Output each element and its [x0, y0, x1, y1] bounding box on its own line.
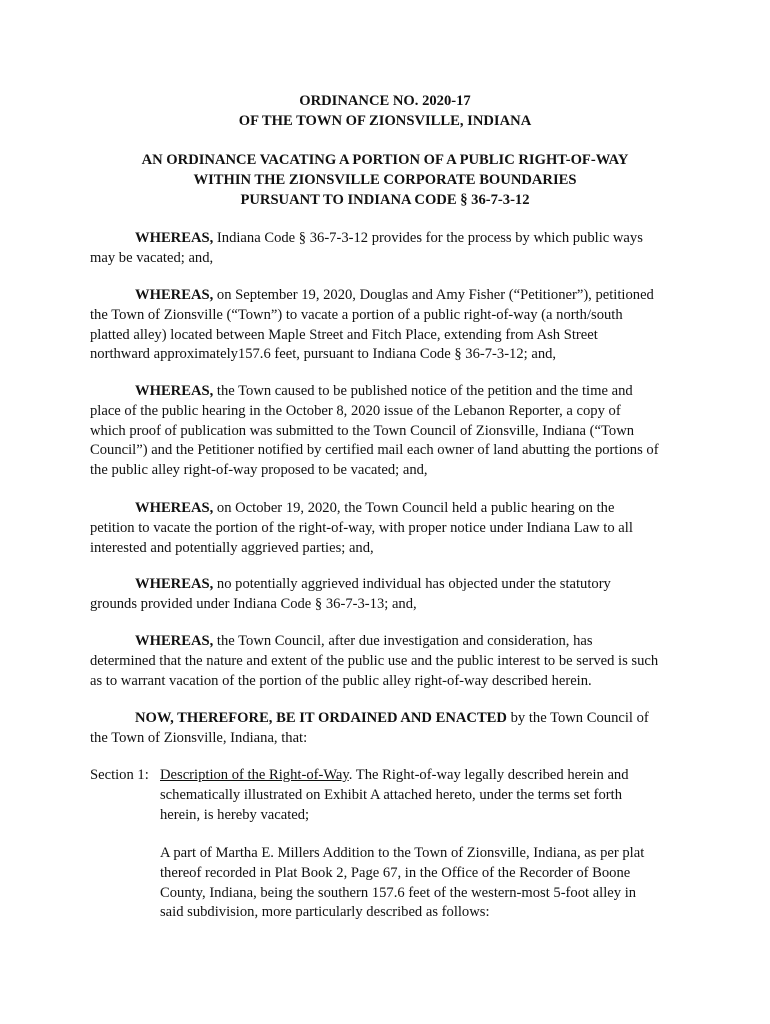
- title-line-2: WITHIN THE ZIONSVILLE CORPORATE BOUNDARIES: [193, 171, 577, 188]
- section-1-body: [160, 766, 685, 825]
- clause-line: no potentially aggrieved individual has objected under the statutory: [216, 576, 611, 592]
- whereas-clause-5: [90, 575, 685, 615]
- ordinance-header: [0, 92, 770, 132]
- enacting-lead: NOW, THEREFORE, BE IT ORDAINED AND ENACTED: [135, 710, 507, 726]
- whereas-clause-3: [90, 382, 685, 481]
- description-line: A part of Martha E. Millers Addition to the Town of Zionsville, Indiana, as per plat: [160, 845, 645, 861]
- clause-line: northward approximately157.6 feet, pursuant to Indiana Code § 36-7-3-12; and,: [90, 346, 557, 363]
- clause-line: schematically illustrated on Exhibit A attached hereto, under the terms set forth: [160, 786, 622, 803]
- whereas-lead: WHEREAS,: [135, 633, 214, 649]
- clause-line: which proof of publication was submitted to the Town Council of Zionsville, Indiana (“Town: [90, 422, 635, 439]
- enacting-clause: [90, 709, 685, 749]
- ordinance-title: [0, 151, 770, 210]
- ordinance-number: ORDINANCE NO. 2020-17: [299, 93, 471, 109]
- clause-line: Council”) and the Petitioner notified by certified mail each owner of land abutting the portions of: [90, 442, 659, 459]
- clause-line: the Town of Zionsville, Indiana, that:: [90, 729, 308, 746]
- clause-line: the Town of Zionsville (“Town”) to vacate a portion of a public right-of-way (a north/south: [90, 306, 623, 323]
- whereas-clause-6: [90, 632, 685, 691]
- legal-description: [160, 844, 685, 923]
- clause-line: place of the public hearing in the October 8, 2020 issue of the Lebanon Reporter, a copy of: [90, 402, 621, 419]
- clause-line: herein, is hereby vacated;: [160, 806, 310, 823]
- clause-line: as to warrant vacation of the portion of the public alley right-of-way described herein.: [90, 672, 592, 689]
- description-line: thereof recorded in Plat Book 2, Page 67, in the Office of the Recorder of Boone: [160, 864, 631, 881]
- whereas-lead: WHEREAS,: [135, 383, 214, 399]
- clause-line: interested and potentially aggrieved parties; and,: [90, 539, 374, 556]
- clause-line: platted alley) located between Maple Street and Fitch Place, extending from Ash Street: [90, 326, 598, 343]
- section-1-heading: Description of the Right-of-Way: [160, 767, 349, 783]
- clause-line: the Town Council, after due investigation and consideration, has: [216, 633, 593, 649]
- clause-line: Indiana Code § 36-7-3-12 provides for the process by which public ways: [216, 230, 643, 246]
- clause-line: may be vacated; and,: [90, 249, 214, 266]
- town-name: OF THE TOWN OF ZIONSVILLE, INDIANA: [238, 112, 532, 129]
- description-line: said subdivision, more particularly described as follows:: [160, 904, 490, 921]
- whereas-clause-2: [90, 286, 685, 365]
- clause-line: grounds provided under Indiana Code § 36-7-3-13; and,: [90, 595, 417, 612]
- whereas-lead: WHEREAS,: [135, 500, 214, 516]
- whereas-clause-1: [90, 229, 685, 269]
- whereas-lead: WHEREAS,: [135, 287, 214, 303]
- clause-line: petition to vacate the portion of the right-of-way, with proper notice under Indiana Law to all: [90, 519, 633, 536]
- clause-line: on September 19, 2020, Douglas and Amy Fisher (“Petitioner”), petitioned: [216, 287, 654, 303]
- title-line-1: AN ORDINANCE VACATING A PORTION OF A PUBLIC RIGHT-OF-WAY: [141, 152, 629, 168]
- whereas-clause-4: [90, 499, 685, 558]
- clause-line: determined that the nature and extent of the public use and the public interest to be served is such: [90, 652, 659, 669]
- whereas-lead: WHEREAS,: [135, 230, 214, 246]
- clause-line: the Town caused to be published notice of the petition and the time and: [216, 383, 633, 399]
- description-line: County, Indiana, being the southern 157.6 feet of the western-most 5-foot alley in: [160, 884, 637, 901]
- clause-line: by the Town Council of: [510, 710, 649, 726]
- title-line-3: PURSUANT TO INDIANA CODE § 36-7-3-12: [240, 191, 530, 208]
- section-1-label: Section 1:: [90, 767, 149, 783]
- whereas-lead: WHEREAS,: [135, 576, 214, 592]
- clause-line: on October 19, 2020, the Town Council held a public hearing on the: [216, 500, 615, 516]
- clause-line: . The Right-of-way legally described herein and: [348, 767, 629, 783]
- clause-line: the public alley right-of-way proposed to be vacated; and,: [90, 462, 428, 479]
